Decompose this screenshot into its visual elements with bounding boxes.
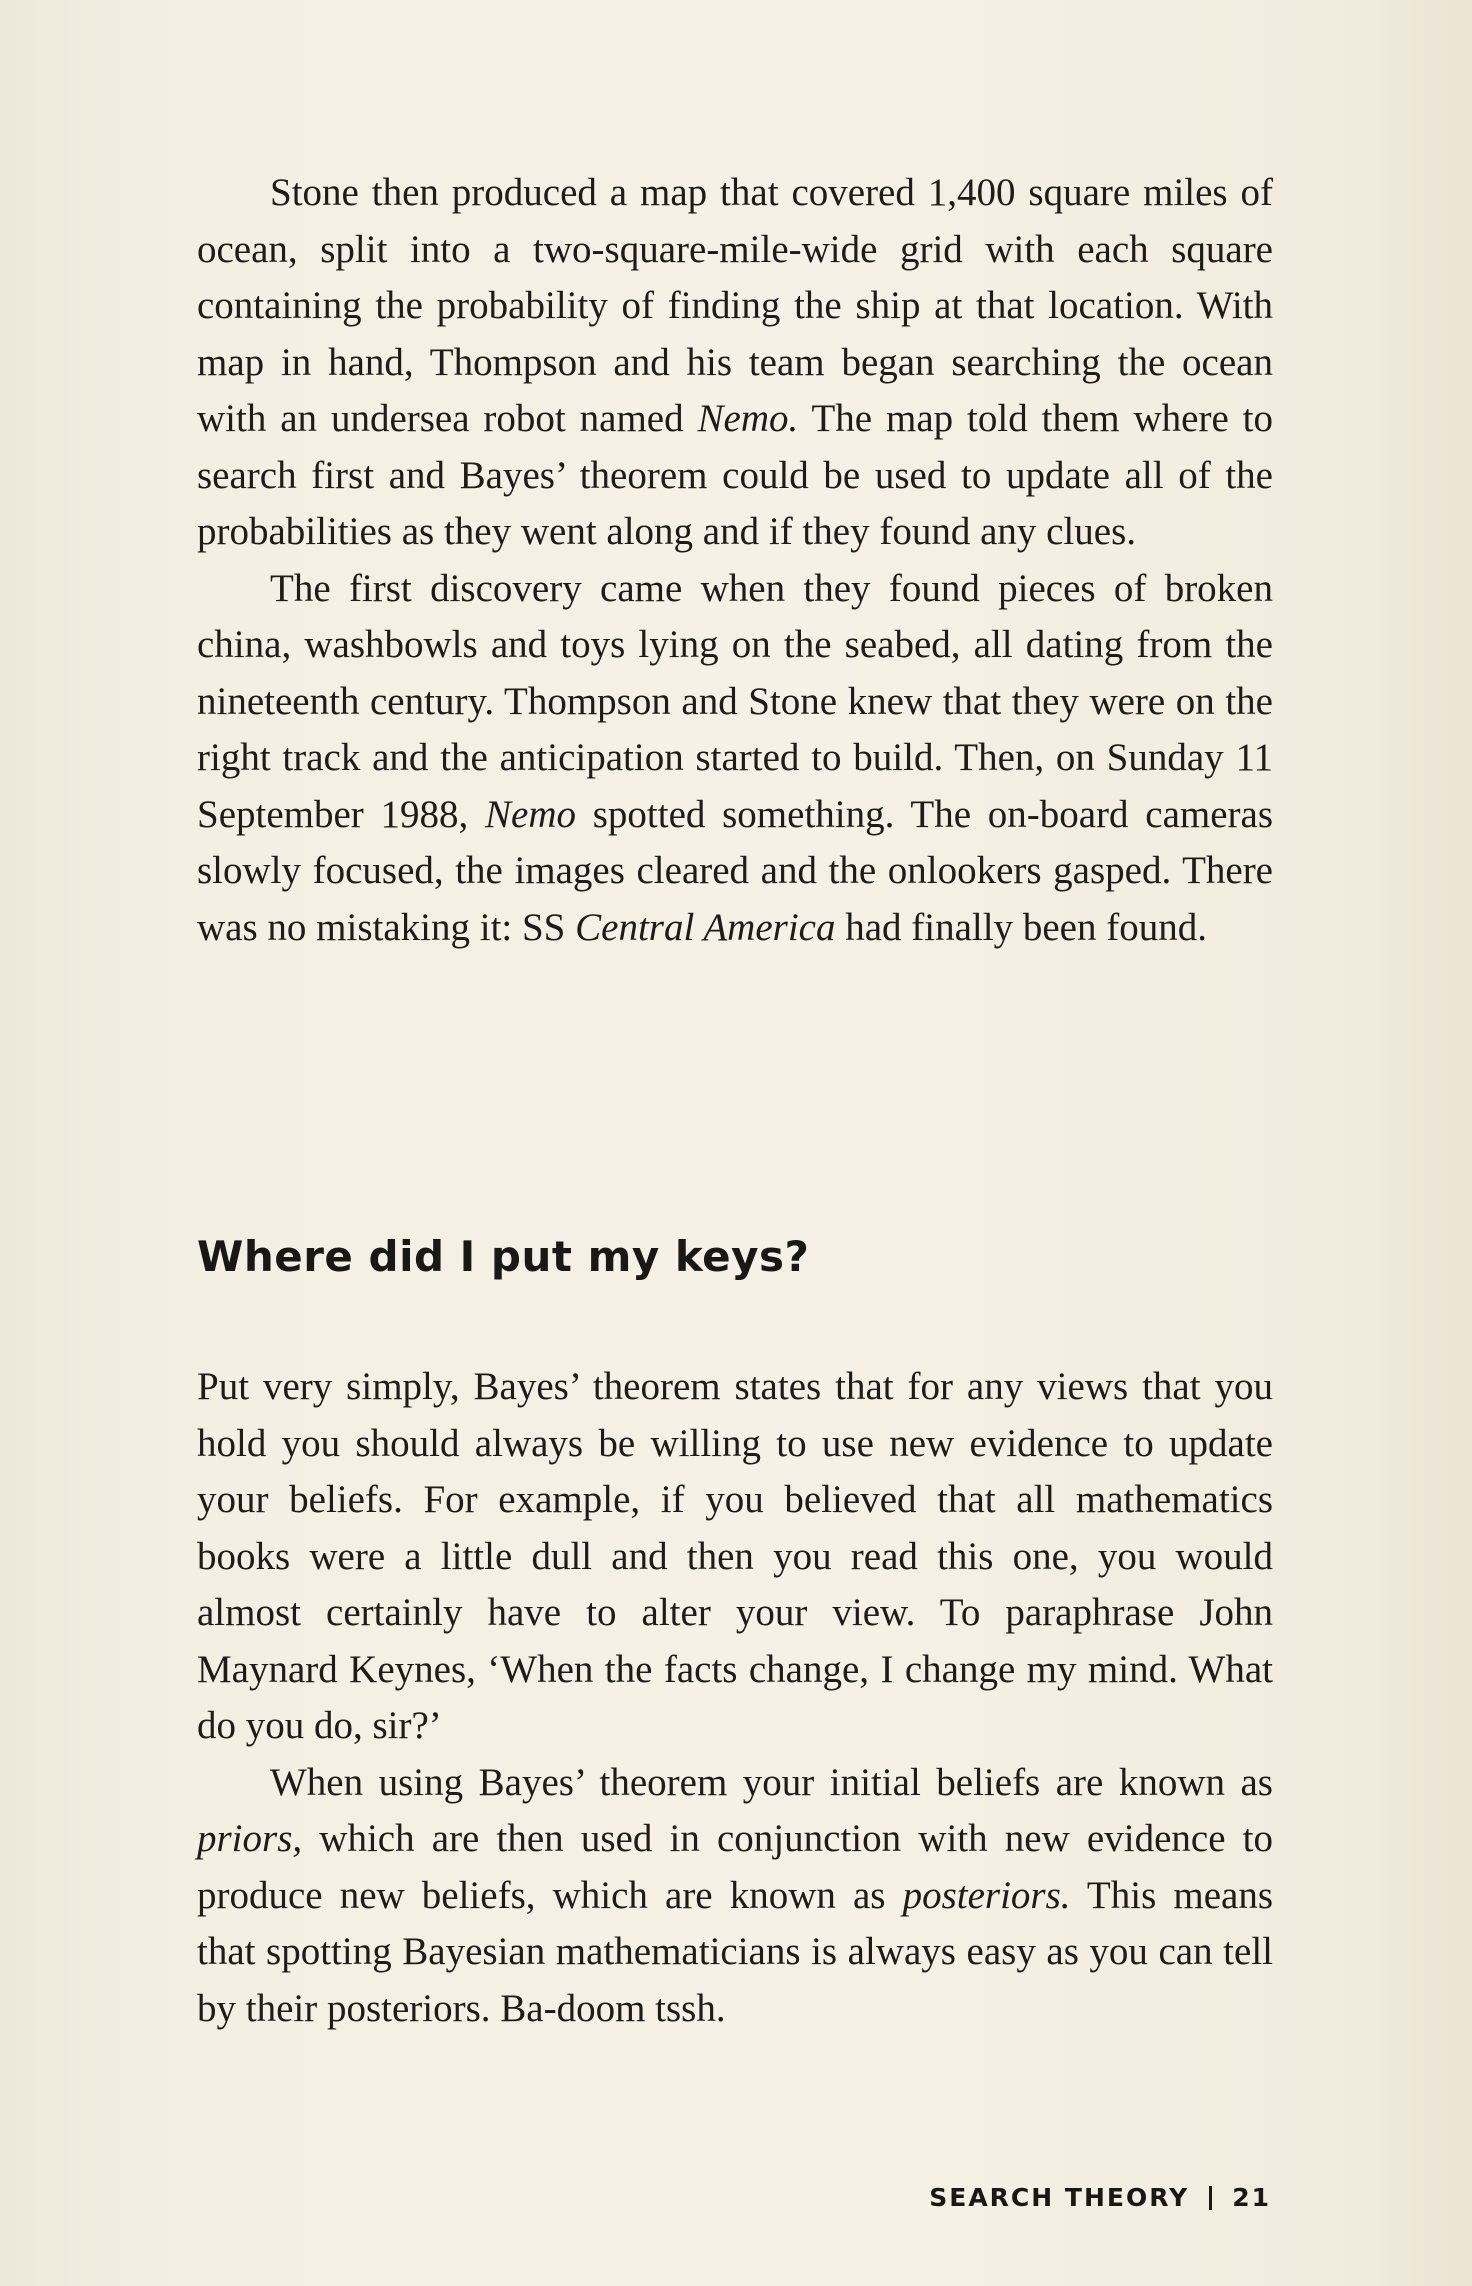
footer-separator — [1209, 2186, 1212, 2210]
paragraph-priors-posteriors — [197, 1755, 1273, 2038]
running-footer — [929, 2183, 1271, 2212]
text-run: This means that spotting Bayesian mathematicians is always easy as you can tell by their posteriors. Ba-doom tssh. — [197, 1873, 1273, 2030]
section-heading: Where did I put my keys? — [197, 1232, 810, 1281]
paragraph-bayes-theorem: Put very simply, Bayes’ theorem states that for any views that you hold you should always be willing to use new evidence to update your beliefs. For example, if you believed that all mathematics books were a little dull and then you read this one, you would almost certainly have to alter your view. To paraphrase John Maynard Keynes, ‘When the facts change, I change my mind. What do you do, sir?’ — [197, 1365, 1273, 1747]
text-run: The map told them where to search first and Bayes’ theorem could be used to update all of the probabilities as they went along and if they found any clues. — [197, 397, 1273, 553]
italic-term-priors: priors, — [197, 1817, 303, 1860]
text-run: which are then used in conjunction with new evidence to produce new beliefs, which are known as — [197, 1817, 1273, 1917]
text-run: had finally been found. — [835, 905, 1207, 949]
italic-ship-name: Nemo. — [697, 397, 799, 440]
text-run: Stone then produced a map that covered 1,400 square miles of ocean, split into a two-square-mile-wide grid with each square containing the probability of finding the ship at that location. With map in hand, Thompson and his team began searching the ocean with an undersea robot named — [197, 171, 1273, 440]
body-text-top — [197, 165, 1273, 956]
italic-ship-name: Central America — [575, 905, 836, 949]
italic-robot-name: Nemo — [485, 792, 576, 836]
page-number: 21 — [1232, 2183, 1271, 2212]
italic-term-posteriors: posteriors. — [902, 1873, 1071, 1917]
paragraph-first-discovery — [197, 561, 1273, 957]
body-text-bottom — [197, 1359, 1273, 2037]
text-run: When using Bayes’ theorem your initial beliefs are known as — [270, 1760, 1273, 1804]
paragraph-map-search — [197, 165, 1273, 561]
text-run: The first discovery came when they found pieces of broken china, washbowls and toys lying on the seabed, all dating from the nineteenth century. Thompson and Stone knew that they were on the right track and the anticipation started to build. Then, on Sunday 11 September 1988, — [197, 566, 1273, 836]
footer-section-title: SEARCH THEORY — [929, 2183, 1190, 2212]
text-run: spotted something. The on-board cameras slowly focused, the images cleared and the onlookers gasped. There was no mistaking it: SS — [197, 792, 1274, 949]
